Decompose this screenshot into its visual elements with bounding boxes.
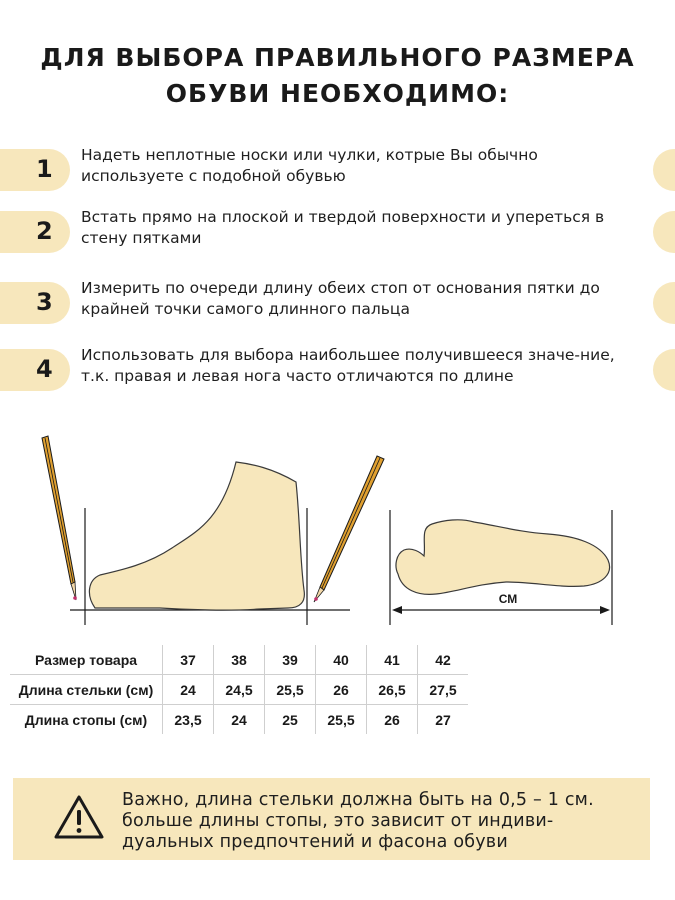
title-emphasis: ПРАВИЛЬНОГО [254,43,483,72]
row-label: Длина стопы (см) [10,705,163,735]
pencil-right-icon [314,456,384,602]
step-2 [0,207,675,267]
table-cell: 24 [214,705,265,735]
step-number: 3 [36,288,53,316]
table-cell: 24,5 [214,675,265,705]
size-table [10,645,468,734]
side-foot-drawing [89,462,304,610]
step-badge [0,149,70,191]
side-decoration [653,349,675,391]
step-1 [0,145,675,205]
title-line-2: ОБУВИ НЕОБХОДИМО: [165,79,510,108]
foot-measurement-illustration [0,430,675,640]
note-line: Важно, длина стельки должна быть на 0,5 – 1 см. [122,790,594,810]
step-text: Встать прямо на плоской и твердой поверхности и упереться в стену пятками [81,208,605,247]
table-cell: 42 [418,645,469,675]
step-number: 4 [36,355,53,383]
table-cell: 26,5 [367,675,418,705]
step-badge [0,211,70,253]
table-cell: 41 [367,645,418,675]
table-cell: 40 [316,645,367,675]
table-cell: 25,5 [265,675,316,705]
title-pre: ДЛЯ ВЫБОРА [40,43,255,72]
step-3 [0,278,675,338]
table-cell: 24 [163,675,214,705]
table-cell: 26 [367,705,418,735]
step-number: 2 [36,217,53,245]
important-note [13,778,650,860]
top-foot-drawing [396,520,610,595]
table-cell: 38 [214,645,265,675]
dimension-arrow [392,592,610,614]
table-row [10,705,468,735]
note-text [122,790,642,853]
table-row [10,645,468,675]
side-decoration [653,149,675,191]
step-text: Измерить по очереди длину обеих стоп от основания пятки до крайней точки самого длинного пальца [81,279,600,318]
table-cell: 26 [316,675,367,705]
table-cell: 27 [435,711,451,728]
note-line: больше длины стопы, это зависит от индиви- [122,811,554,831]
title-line-1 [0,40,675,76]
table-cell: 27,5 [418,675,469,705]
step-badge [0,282,70,324]
table-row [10,675,468,705]
table-cell: 25 [265,705,316,735]
page-title [0,40,675,112]
unit-label: СМ [498,592,518,606]
note-line: дуальных предпочтений и фасона обуви [122,832,508,852]
row-label: Длина стельки (см) [10,675,163,705]
table-cell: 23,5 [163,705,214,735]
title-post: РАЗМЕРА [482,43,635,72]
step-badge [0,349,70,391]
row-label: Размер товара [10,645,163,675]
table-cell: 39 [265,645,316,675]
step-number: 1 [36,155,53,183]
step-text: Использовать для выбора наибольшее получившееся значе-ние, т.к. правая и левая нога часто отличаются по длине [81,346,615,385]
pencil-left-icon [42,436,77,600]
table-cell: 37 [163,645,214,675]
side-decoration [653,211,675,253]
warning-triangle-icon [53,793,105,841]
step-text: Надеть неплотные носки или чулки, котрые Вы обычно используете с подобной обувью [81,146,538,185]
step-4 [0,345,675,405]
side-decoration [653,282,675,324]
table-cell: 25,5 [316,705,367,735]
